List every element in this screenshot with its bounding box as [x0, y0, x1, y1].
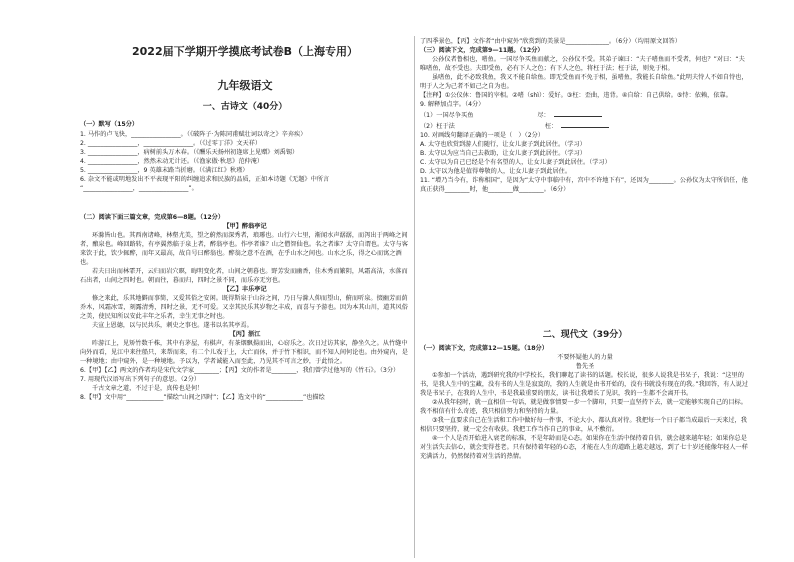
article-title: 不要怀疑他人的力量	[557, 353, 613, 361]
yi-text: 修之来此，乐其地僻而事简，又爱其俗之安闲。既得斯泉于山谷之间，乃日与滁人仰而望山，俯而听泉。掇幽芳而荫乔木，风霜冰雪，刻露清秀，四时之景，无不可爱。又幸其民乐其岁物之丰成，而喜与予游也。因为本其山川，道其风俗之美，使民知所以安此丰年之乐者，幸生无事之时也。	[80, 294, 408, 320]
section-title-classical: 一、古诗文（40分）	[202, 102, 288, 112]
q1-list	[80, 131, 410, 194]
question-8-continued: 了四季景色，【丙】文作者“由中窥外”欣赏到的美景是______________。（6分）（均用原文回答）	[420, 38, 681, 45]
q1-item-3: 3. ________________，病树前头万木春。（《酬乐天扬州初逢席上见赠》刘禹锡）	[80, 148, 299, 156]
article-para-4: ④一个人是否开始进入衰老的标准，不是年龄而是心态。如果你在生活中保持着自信，就会越来越年轻；如果你总是对生活失去信心，就会变得苍老。只有保持着年轻的心态，才能在人生的道路上越走越远，到了七十岁还能像年轻人一样充满活力，仍然保持着对生活的热情。	[420, 434, 748, 460]
passage-3-text-2: 虽嗜鱼，此不必致我鱼，我又不能自给鱼。即无受鱼而不免于相，虽嗜鱼，我能长自给鱼。”此明夫恃人不如自恃也，明于人之为己者不如己之自为也。	[420, 73, 748, 90]
left-column	[80, 0, 410, 562]
jia-text-2: 若夫日出而林霏开，云归而岩穴暝，晦明变化者，山间之朝暮也。野芳发而幽香，佳木秀而繁阴，风霜高洁，水落而石出者，山间之四时也。朝而往，暮而归，四时之景不同，而乐亦无穷也。	[80, 267, 408, 284]
exam-subtitle: 九年级语文	[217, 79, 273, 92]
q9-b-label: 枉：	[544, 122, 558, 130]
column-divider	[414, 36, 415, 558]
yi-title: 【乙】丰乐亭记	[223, 285, 267, 293]
question-9: 9. 解释加点字。（4分）	[420, 100, 485, 108]
q12-head: （一）阅读下文，完成第12—15题。（18分）	[420, 345, 548, 352]
passage-3-text: 公孙仪者鲁相也，嗜鱼。一国尽争买鱼而献之，公孙仪不受。其弟子谏曰：“夫子嗜鱼而不受者，何也？”对曰：“夫唯嗜鱼，故不受也。夫即受鱼，必有下人之色；有下人之色，将枉于法；枉于法，则免于相。	[420, 55, 745, 72]
q1-item-6: 6. 杂文不能或明地发出不平表现平阳的纠缠追求和民族的品质，正如本诗题《无题》中所言	[80, 175, 330, 183]
question-7: 7. 用现代汉语写出下列句子的意思。（2分）	[80, 375, 201, 383]
right-column	[420, 0, 750, 562]
article-para-1: ①参加一个活动，遇到研究我的中学校长，我们聊起了读书的话题。校长说，很多人说我是书呆子，我说：“这里的书，是我人生中的宝藏，没有书的人生是寂寞的，我的人生就是由书开始的，没有书就没有现在的我。”我回答，有人说过我是书呆子，在我的人生中，书是我最重要的朋友，读书让我增长了见识，我的一生都不会离开书。	[420, 371, 749, 397]
q2-block	[80, 214, 410, 403]
q9-a-text: （1）一国尽争买鱼	[420, 111, 474, 119]
q10-option-b: B. 太守以为应当自己去救助，让女儿妻子到此居住。（学习）	[420, 149, 586, 157]
exam-title: 2022届下学期开学摸底考试卷B（上海专用）	[132, 45, 358, 58]
q1-item-2: 2. ________________，________________。（《过零丁洋》文天祥）	[80, 139, 262, 147]
q10-option-c: C. 太守以为自己已经是个有名望的人，让女儿妻子到此居住。（学习）	[420, 158, 611, 166]
q9-b-text: （2）枉于法	[420, 122, 455, 130]
modern-article	[420, 345, 750, 462]
jia-text: 环滁皆山也。其西南诸峰，林壑尤美，望之蔚然而深秀者，琅琊也。山行六七里，渐闻水声潺潺，而泻出于两峰之间者，酿泉也。峰回路转，有亭翼然临于泉上者，醉翁亭也。作亭者谁？山之僧智仙也。名之者谁？太守自谓也。太守与客来饮于此，饮少辄醉，而年又最高，故自号曰醉翁也。醉翁之意不在酒，在乎山水之间也。山水之乐，得之心而寓之酒也。	[80, 231, 408, 266]
article-para-2: ②从我年轻时，就一直相信一句话，就是做事情要一步一个脚印，只要一直坚持下去，就一定能够实现自己的目标。我不相信有什么奇迹，我只相信努力和坚持的力量。	[420, 398, 747, 415]
question-7-sentence: 千古文章之道，不过于是，真传也是何！	[92, 384, 204, 392]
jia-title: 【甲】醉翁亭记	[223, 222, 267, 230]
passage-3-note: 【注释】①公仪休：鲁国的宰相。②嗜（shì）：爱好。③枉：歪曲，违背。④自给：自己供给。⑤恃：依赖，依靠。	[420, 91, 732, 99]
q9-b-blank[interactable]	[561, 121, 609, 128]
article-para-3: ③我一直要求自己在生活和工作中做好每一件事，不论大小，都认真对待。我把每一个日子都当成最后一天来过，我相信只要坚持，就一定会有收获。我把工作当作自己的事业，从不敷衍。	[420, 416, 747, 433]
q1-item-5: 5. ________________，9 英雄末路当折磨。（《满江红》秋瑾）	[80, 166, 249, 174]
bing-title: 【丙】浙江	[229, 330, 261, 338]
yi-text-2: 夫宣上恩德，以与民共乐，刺史之事也。遂书以名其亭焉。	[92, 321, 253, 329]
article-author: 鲁先圣	[575, 362, 595, 370]
q1-item-1: 1. 马作的卢飞快，________________。（《破阵子·为陈同甫赋壮词以寄之》辛弃疾）	[80, 131, 307, 138]
q1-item-7: “________________，________________”。	[80, 184, 198, 192]
q1-item-4: 4. ________________，然然未动无计还。（《渔家傲·秋思》范仲淹）	[80, 157, 264, 165]
section-3-head: （三）阅读下文，完成第9—11题。（12分）	[420, 46, 544, 54]
question-6: 6.【甲】【乙】两文的作者均是宋代文学家________；【丙】文的作者是________，我们曾学过他写的《竹石》。（3分）	[80, 366, 400, 374]
q10-option-d: D. 太守以为他是值得尊敬的人，让女儿妻子到此居住。	[420, 167, 572, 175]
question-10: 10. 对画线句翻译正确的一项是（ ）（2分）	[420, 131, 545, 139]
q9-a-blank[interactable]	[554, 110, 602, 117]
question-8: 8.【甲】文中用“____________”描绘“山间之四时”；【乙】选文中的“____________”也描绘	[80, 393, 325, 401]
question-9-b	[420, 121, 750, 132]
right-top-block	[420, 38, 750, 195]
section-title-modern: 二、现代文（39分）	[542, 330, 628, 340]
q1-heading	[80, 121, 410, 130]
q9-a-label: 尽：	[537, 111, 550, 119]
q2-head: （二）阅读下面三篇文章，完成第6—8题。（12分）	[80, 214, 225, 221]
bing-text: 昨游江上，见矫竹数千株，其中有茅屋，有棋声，有茶烟飘揚而出，心窃乐之。次日过访其家，静坐久之。从竹缝中向外而看，见江中来往船只，来帮而来，有二个儿戏于上，大亡而休，并于竹下相识，而不知人间何论也。由外窥内，是一种境地；由中窥外，是一种境地。予以为，学者诚能入而至此，乃见其不可言之妙，于此悟之。	[80, 339, 408, 365]
q1-head: （一）默写（15分）	[80, 121, 139, 128]
question-9-a	[420, 110, 750, 121]
q10-option-a: A. 太守也欣赏到游人们随行，让女儿妻子到此居住。（学习）	[420, 140, 586, 148]
question-11: 11. “增乃当今有，诈称相国”，是因为“太守中事临中有，宫中不许地下有”，还因为________。公孙仪为太守所信任，他真正获得________时，他________做________。（6分）	[420, 176, 748, 193]
